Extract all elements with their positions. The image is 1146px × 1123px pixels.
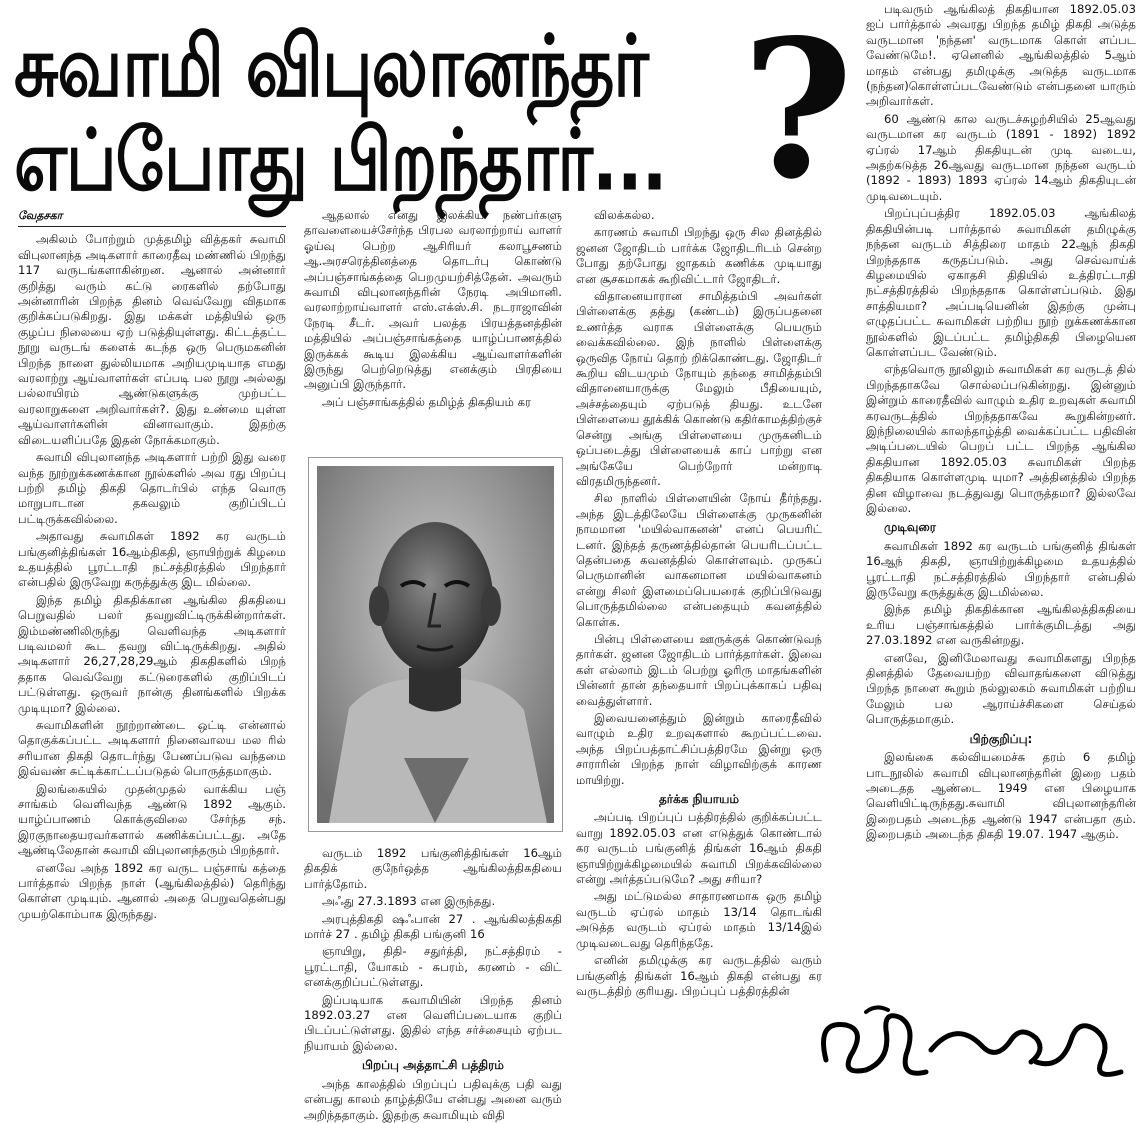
article-column-3 (576, 208, 822, 1088)
paragraph: 60 ஆண்டு கால வருடச்சுழற்சியில் 25ஆவது வருடமான கர வருடம் (1891 - 1892) 1892 ஏப்ரல் 17ஆம் திகதியுடன் முடி வடைய, அதற்கடுத்த 26ஆவது வருடமான நந்தன வருடம் (1892 - 1893) 1893 ஏப்ரல் 14ஆம் திகதியுடன் முடிவடையும். (866, 111, 1136, 203)
paragraph: அப்படி பிறப்புப் பத்திரத்தில் குறிக்கப்பட்ட வாறு 1892.05.03 என எடுத்துக் கொண்டால் கர வருடம் பங்குனித் திங்கள் 16ஆம் திகதி ஞாயிற்றுக்கிழமையில் சுவாமி பிறக்கவில்லை என்று அர்த்தப்படுமே? அது சரியா? (576, 810, 822, 887)
paragraph: இந்த தமிழ் திகதிக்கான ஆங்கிலத்திகதியை உரிய பஞ்சாங்கத்தில் பார்க்குமிடத்து அது 27.03.1892 என வருகின்றது. (866, 602, 1136, 648)
column-4-paragraphs (866, 2, 1136, 516)
paragraph: இவையனைத்தும் இன்றும் காரைதீவில் வாழும் உதிர உறவுகளால் கூறப்பட்டவை. அந்த பிறப்பத்தாட்சிப்பத்திரமே இன்று ஒரு சாராரின் பிறந்த நாள் விழாவிற்குக் காரண மாயிற்று. (576, 711, 822, 787)
paragraph: விதானையாரான சாமித்தம்பி அவர்கள் பிள்ளைக்கு தத்து (கண்டம்) இருப்பதனை உணர்த்த வராக பிள்ளைக்கு பெயரும் வைக்கவில்லை. இந் நாளில் பிள்ளைக்கு ஒருவித நோய் தொற் றிக்கொண்டது. ஜோதிடர் கூறிய விடயமும் நோயும் தந்தை சாமித்தம்பி விதானையாருக்கு மேலும் பீதியையும், அச்சத்தையும் ஏற்படுத் தியது. உடனே பிள்ளையை தூக்கிக் கொண்டு கதிர்காமத்திற்குச் சென்று அங்கு பிள்ளையை முருகனிடம் ஒப்படைத்து பிள்ளையைக் காப் பாற்று என அங்கேயே பெற்றோர் மன்றாடி விரதமிருந்தனர். (576, 289, 822, 488)
subheading-postscript: பிற்குறிப்பு: (969, 731, 1033, 746)
byline: வேதசகா (18, 208, 286, 227)
paragraph: எனின் தமிழுக்கு கர வருடத்தில் வரும் பங்குனித் திங்கள் 16ஆம் திகதி என்பது கர வருடத்திற் குரியது. பிறப்புப் பத்திரத்தின் (576, 953, 822, 998)
paragraph: வருடம் 1892 பங்குனித்திங்கள் 16ஆம் திகதிக் குநேர்ஒத்த ஆங்கிலத்திகதியை பார்த்தோம். (304, 846, 562, 891)
paragraph: அரபுத்திகதி ஷஃபான் 27 . ஆங்கிலத்திகதி மார்ச் 27 . தமிழ் திகதி பங்குனி 16 (304, 911, 562, 942)
paragraph: அது மட்டுமல்ல சாதாரணமாக ஒரு தமிழ் வருடம் ஏப்ரல் மாதம் 13/14 தொடங்கி அடுத்த வருடம் ஏப்ரல் மாதம் 13/14இல் முடிவடைவது தெரிந்ததே. (576, 889, 822, 950)
article-column-4 (866, 2, 1136, 997)
article-column-2-bottom (304, 846, 562, 1122)
column-1-paragraphs (18, 232, 286, 922)
paragraph: ஆதலால் எனது இலக்கிய நண்பர்களு தாவளையைச்சேர்ந்த பிரபல வரலாற்றாய் வாளர் ஓய்வு பெற்ற ஆசிரியர் கலாபூசணம் ஆ.அரசரெத்தினத்தை தொடர்பு கொண்டு அப்பஞ்சாங்கத்தை பெறமுயற்சித்தேன். அவரும் சுவாமி விபுலானந்தரின் நேரடி அபிமானி. வரலாற்றாய்வாளர் எஸ்.எக்ஸ்.சி. நடராஜாவின் நேரடி சீடர். அவர் பலத்த பிரயத்தனத்தின் மத்தியில் அப்பஞ்சாங்கத்தை யாழ்ப்பாணத்தில் இருக்கக் கூடிய இலக்கிய ஆய்வாளர்களின் இருந்து பெற்றெடுத்து எனக்கும் பிரதியை அனுப்பி இருந்தார். (304, 208, 562, 392)
paragraph: அஃது 27.3.1893 என இருந்தது. (322, 894, 496, 909)
paragraph: பின்பு பிள்ளையை ஊருக்குக் கொண்டுவந் தார்கள். ஜனன ஜோதிடம் பார்த்தார்கள். இவை கள் எல்லாம் இடம் பெற்று ஓரிரு மாதங்களின் பின்னர் தான் தந்தையார் பிறப்புக்காகப் பதிவு வைத்துள்ளார். (576, 631, 822, 708)
question-mark: ? (742, 0, 854, 221)
paragraph: சுவாமிகளின் நூற்றாண்டை ஒட்டி என்னால் தொகுக்கப்பட்ட அடிகளார் நினைவாலய மல ரில் சரியான திகதி தொடர்ந்து பேணப்படுவ வந்தமை இவ்வண் சுட்டிக்காட்டப்படுதல் பொருத்தமாகும். (18, 718, 286, 779)
subheading-birth-certificate: பிறப்பு அத்தாட்சி பத்திரம் (362, 1058, 504, 1073)
conclusion-paragraphs (866, 539, 1136, 728)
paragraph: விலக்கல்ல. (594, 208, 655, 222)
paragraph: எந்தவொரு நூலிலும் சுவாமிகள் கர வருடத் தில் பிறந்ததாகவே சொல்லப்படுகின்றது. இன்னும் இன்றும் காரைதீவில் வாழும் உதிர உறவுகள் சுவாமி கரவருடத்தில் பிறந்ததாகவே கூறுகின்றனர். இந்நிலையில் காலந்தாழ்த்தி வைக்கப்பட்ட பதிவின் அடிப்படையில் பெறப் பட்ட பிறந்த ஆங்கில திகதியான 1892.05.03 சுவாமிகள் பிறந்த திகதியாக கொள்ளமுடி யுமா? அத்தினத்தில் பிறந்த தின விழாவை நடத்துவது பொருத்தமா? இல்லவே இல்லை. (866, 362, 1136, 515)
postscript-paragraphs (866, 750, 1136, 842)
headline-line-2: எப்போது பிறந்தார்... (14, 112, 667, 211)
paragraph: அப் பஞ்சாங்கத்தில் தமிழ்த் திகதியம் கர (322, 394, 531, 409)
paragraph: காரணம் சுவாமி பிறந்து ஒரு சில தினத்தில் ஜனன ஜோதிடம் பார்க்க ஜோதிடரிடம் சென்ற போது தற்போது ஜாதகம் கணிக்க முடியாது என சூசகமாகக் கூறிவிட்டார் ஜோதிடர். (576, 225, 822, 286)
paragraph: எனவே, இனிமேலாவது சுவாமிகளது பிறந்த தினத்தில் தேவையற்ற விவாதங்களை விடுத்து பிறந்த நாளை கூறும் நல்லுலகம் சுவாமிகள் பற்றிய மேலும் பல ஆராய்ச்சிகளை செய்தல் பொருத்தமாகும். (866, 650, 1136, 727)
paragraph: எனவே அந்த 1892 கர வருட பஞ்சாங் கத்தை பார்த்தால் பிறந்த நாள் (ஆங்கிலத்தில்) தெரிந்து கொள்ள முடியும். ஆனால் அதை பெறுவதென்பது முயற்கொம்பாக இருந்தது. (18, 860, 286, 921)
paragraph: சுவாமிகள் 1892 கர வருடம் பங்குனித் திங்கள் 16ஆந் திகதி, ஞாயிற்றுக்கிழமை உதயத்தில் பூரட்டாதி நட்சத்திரத்தில் பிறந்தார் என்பதில் இருவேறு கருத்துக்கு இடமில்லை. (866, 538, 1136, 600)
paragraph: அதாவது சுவாமிகள் 1892 கர வருடம் பங்குனித்திங்கள் 16ஆம்திகதி, ஞாயிற்றுக் கிழமை உதயத்தில் பூரட்டாதி நட்சத்திரத்தில் பிறந்தார் என்பதில் இருவேறு கருத்துக்கு இட மில்லை. (18, 529, 286, 590)
paragraph: பிறப்புப்பத்திர 1892.05.03 ஆங்கிலத் திகதியின்படி பார்த்தால் சுவாமிகள் தமிழுக்கு நந்தன வருடம் சித்திரை மாதம் 22ஆந் திகதி பிறந்ததாக கருதப்படும். அது செவ்வாய்க் கிழமையில் ஏகாதசி திதியில் உத்திரட்டாதி நட்சத்திரத்தில் பிறந்ததாக கொள்ளப்படும். இது சாத்தியமா? அப்படியெனின் இதற்கு முன்பு எழுதப்பட்ட சுவாமிகள் பற்றிய நூற் றுக்கணக்கான நூல்களில் இடப்பட்ட தமிழ்திகதி பிழையென கொள்ளப்பட வேண்டும். (866, 206, 1136, 359)
paragraph: இந்த தமிழ் திகதிக்கான ஆங்கில திகதியை பெறுவதில் பலர் தவறுவிட்டிருக்கின்றார்கள். இம்மண்ணிலிருந்து வெளிவந்த அடிகளார் படிவமலர் கூட தவறு விட்டிருக்கிறது. அதில் அடிகளார் 26,27,28,29ஆம் திகதிகளில் பிறந் ததாக வெவ்வேறு கட்டுரைகளில் குறிப்பிடப் பட்டுள்ளது. ஒருவர் நான்கு தினங்களில் பிறக்க முடியுமா? இல்லை. (18, 592, 286, 715)
article-column-1 (18, 208, 286, 1088)
paragraph: படிவரும் ஆங்கிலத் திகதியான 1892.05.03 ஐப் பார்த்தால் அவரது பிறந்த தமிழ் திகதி அடுத்த வருடமான 'நந்தன' வருடமாக கொள் ளப்பட வேண்டுமே!. ஏனெனில் ஆங்கிலத்தில் 5ஆம் மாதம் என்பது தமிழுக்கு அடுத்த வருடமாக (நந்தன)கொள்ளப்படவேண்டும் என்பதனை யாரும் அறிவார்கள். (866, 2, 1136, 109)
article-column-2-top (304, 208, 562, 458)
column-2-top-paragraphs (304, 208, 562, 410)
column-2-end-paragraphs (304, 1077, 562, 1123)
paragraph: சுவாமி விபுலானந்த அடிகளார் பற்றி இது வரை வந்த நூற்றுக்கணக்கான நூல்களில் அவ ரது பிறப்பு பற்றி தமிழ் திகதி தொடர்பில் எந்த வொரு மாறுபாடான தகவலும் குறிப்பிடப் பட்டிருக்கவில்லை. (18, 450, 286, 526)
paragraph: இலங்கையில் முதன்முதல் வாக்கிய பஞ் சாங்கம் வெளிவந்த ஆண்டு 1892 ஆகும். யாழ்ப்பாணம் கொக்குவிலை சேர்ந்த சந். இரகுநாதையரவர்களால் கணிக்கப்பட்டது. அதே ஆண்டிலேதான் சுவாமி விபுலானந்தரும் பிறந்தார். (18, 781, 286, 858)
paragraph: அந்த காலத்தில் பிறப்புப் பதிவுக்கு பதி வது என்பது காலம் தாழ்த்தியே என்பது அனை வரும் அறிந்ததாகும். இதற்கு சுவாமியும் விதி (304, 1076, 562, 1122)
paragraph: இலங்கை கல்வியமைச்சு தரம் 6 தமிழ் பாடநூலில் சுவாமி விபுலானந்தரின் இறை பதம் அடைதத ஆண்டை 1949 என பிழையாக வெளியிட்டிருந்தது.சுவாமி விபுலானந்தரின் இறைபதம் அடைந்த ஆண்டு 1947 என்பதா கும். இறைபதம் அடைந்த திகதி 19.07. 1947 ஆகும். (866, 750, 1136, 842)
column-2-bottom-paragraphs (304, 846, 562, 1054)
subheading-logical-argument: தர்க்க நியாயம் (658, 792, 740, 807)
column-3-paragraphs (576, 208, 822, 788)
paragraph: அகிலம் போற்றும் முத்தமிழ் வித்தகர் சுவாமி விபுலானந்த அடிகளார் காரைதீவு மண்ணில் பிறந்து 117 வருடங்களாகின்றன. ஆனால் அன்னார் குறித்து வரும் கட்டு ரைகளில் தற்போது அன்னாரின் பிறந்த தினம் வெவ்வேறு விதமாக குறிக்கப்படுகிறது. இது மக்கள் மத்தியில் ஒரு குழப்ப நிலையை ஏற் படுத்தியுள்ளது. கிட்டத்தட்ட நூறு வருடங் களைக் கடந்த ஒரு பெருமகனின் பிறந்த நாளை துல்லியமாக அறியமுடியாத எமது வரலாற்று ஆய்வாளர்கள் எப்படி பல நூறு அல்லது பல்லாயிரம் ஆண்டுகளுக்கு முற்பட்ட வரலாறுகளை அறிவார்கள்?. இது உண்மை யுள்ள ஆய்வாளர்களின் வினாவாகும். இதற்கு விடையளிப்பதே இதன் நோக்கமாகும். (18, 232, 286, 447)
paragraph: சில நாளில் பிள்ளையின் நோய் தீர்ந்தது. அந்த இடத்திலேயே பிள்ளைக்கு முருகனின் நாமமான 'மயில்வாகனன்' எனப் பெயரிட் டனர். இந்தத் தருணத்தில்தான் பெயரிடப்பட்ட தென்பதை கவனத்தில் கொள்ளவும். முருகப் பெருமானின் வாகனமான மயில்வாகனம் என்று சிலர் இளமைப்பெயரைக் குறிப்பிடுவது பொருத்தமில்லை என்பதையும் கவனத்தில் கொள்க. (576, 491, 822, 629)
headline-line-1: சுவாமி விபுலானந்தர் (14, 18, 648, 117)
paragraph: ஞாயிறு, திதி- சதுர்த்தி, நட்சத்திரம் - பூரட்டாதி, யோகம் - சுபரம், கரணம் - விட் எனக்குறிப்பட்டுள்ளது. (304, 944, 562, 990)
subheading-conclusion: முடிவுரை (884, 520, 936, 535)
portrait-photo (308, 457, 563, 832)
paragraph: இப்படியாக சுவாமியின் பிறந்த தினம் 1892.03.27 என வெளிப்படையாக குறிப் பிடப்பட்டுள்ளது. இதில் எந்த சர்ச்சையும் ஏற்பட நியாயம் இல்லை. (304, 992, 562, 1053)
handwritten-signature (806, 1000, 1136, 1090)
column-3-end-paragraphs (576, 810, 822, 999)
